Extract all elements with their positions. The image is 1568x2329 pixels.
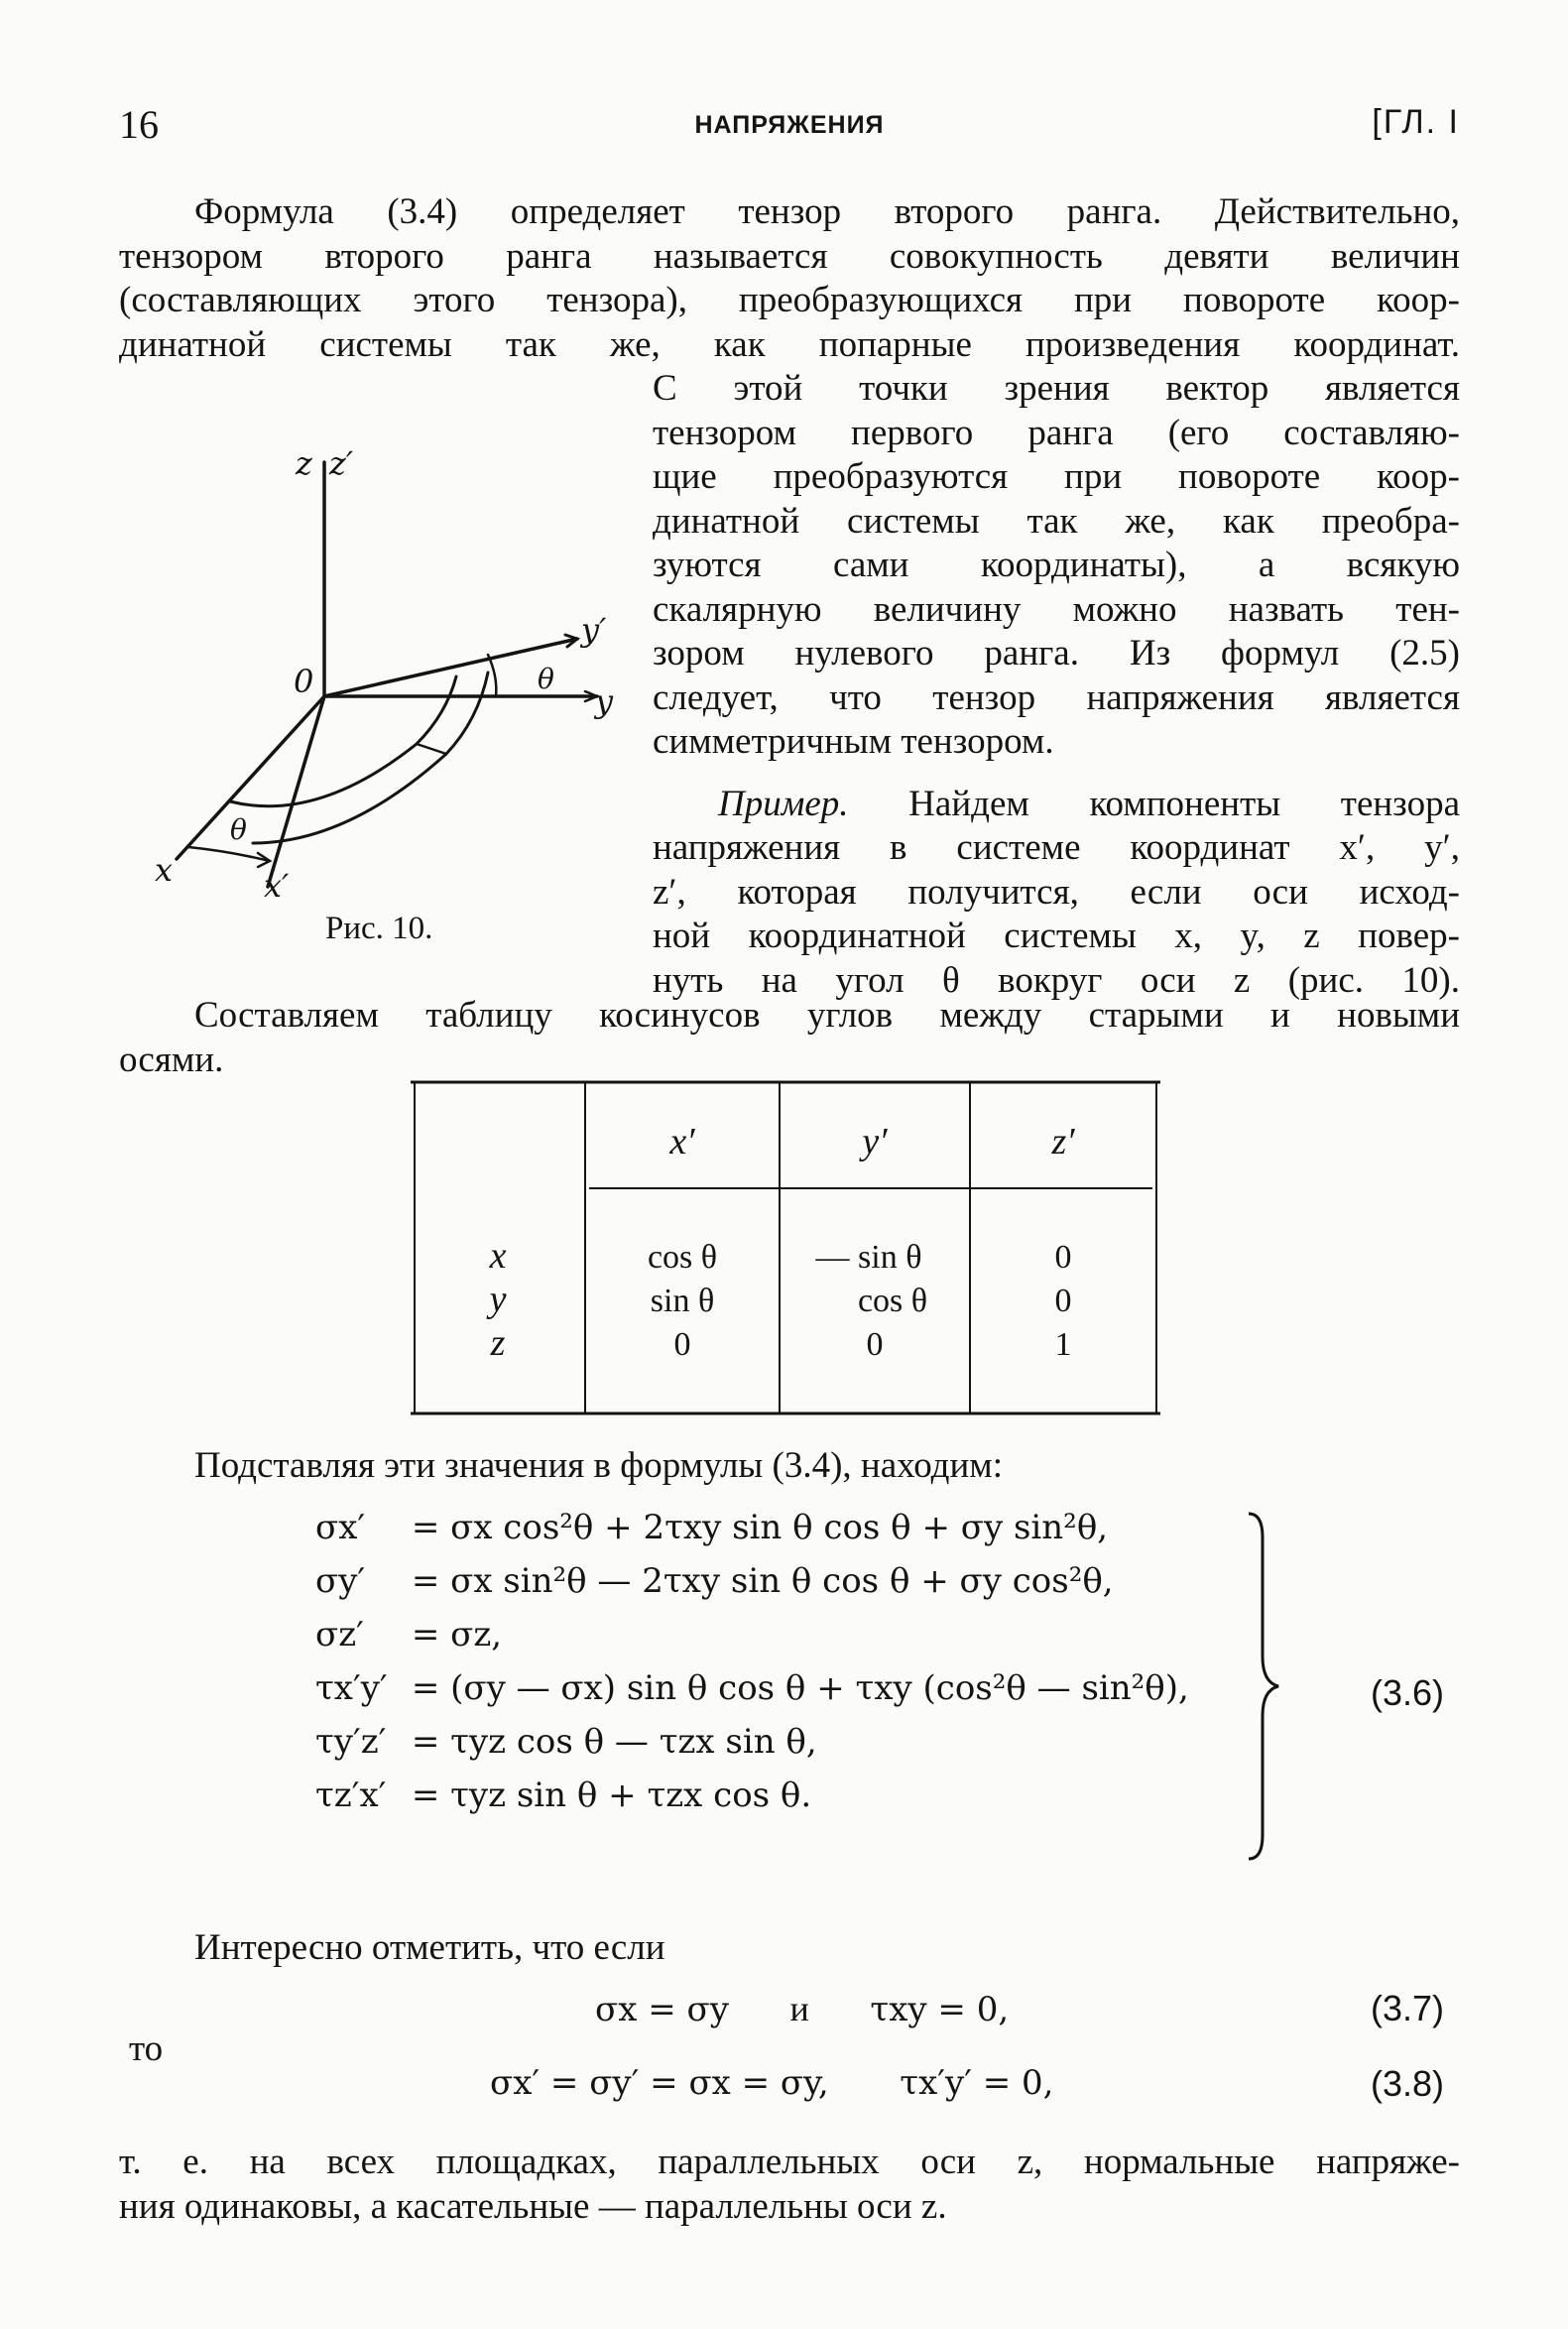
equation-3-7 <box>595 1988 1009 2029</box>
equation-line <box>315 1561 1114 1601</box>
text-line: зором нулевого ранга. Из формул (2.5) <box>653 633 1460 674</box>
column-header: z′ <box>1051 1121 1075 1163</box>
table-cell: 0 <box>673 1326 691 1363</box>
chapter-reference: [ГЛ. I <box>1372 103 1460 141</box>
row-header: y <box>489 1279 507 1320</box>
z-label: z <box>296 444 312 482</box>
equation-lhs: σz′ <box>315 1615 364 1655</box>
table-cell: 0 <box>866 1326 884 1363</box>
equation-rhs: (σy — σx) sin θ cos θ + τxy (cos²θ — sin²θ), <box>450 1668 1189 1708</box>
table-cell: 0 <box>1054 1283 1072 1319</box>
word-to: то <box>129 2028 164 2069</box>
equation-rhs: τyz cos θ — τzx sin θ, <box>450 1722 817 1762</box>
text-line: z′, которая получится, если оси исход- <box>653 871 1460 913</box>
equation-rhs: σx cos²θ + 2τxy sin θ cos θ + σy sin²θ, <box>450 1508 1109 1547</box>
equation-lhs: σx′ <box>315 1508 366 1547</box>
equation-left: σx = σy <box>595 1990 729 2029</box>
table-cell: cos θ <box>647 1239 718 1276</box>
origin-label: 0 <box>294 663 314 700</box>
equation-left: σx′ = σy′ = σx = σy, <box>490 2063 829 2103</box>
text-fragment: Найдем компоненты тензора <box>848 783 1460 824</box>
table-cell: cos θ <box>857 1283 928 1319</box>
paragraph-interesting: Интересно отметить, что если <box>194 1927 665 1968</box>
figure-caption: Рис. 10. <box>325 911 433 946</box>
text-line: скалярную величину можно назвать тен- <box>653 588 1460 630</box>
equation-right: τxy = 0, <box>870 1990 1010 2029</box>
paragraph-table-intro <box>119 994 1460 1082</box>
equation-3-8 <box>490 2063 1053 2103</box>
equation-lhs: σy′ <box>315 1561 366 1601</box>
equation-rhs: σx sin²θ — 2τxy sin θ cos θ + σy cos²θ, <box>450 1561 1114 1601</box>
text-line: тензором второго ранга называется совокупность девяти величин <box>119 235 1460 277</box>
x-axis <box>177 696 324 859</box>
equation-line <box>315 1508 1108 1547</box>
paragraph-example <box>653 783 1460 1004</box>
text-line: Составляем таблицу косинусов углов между старыми и новыми <box>194 995 1460 1036</box>
text-line: динатной системы так же, как преобра- <box>653 500 1460 542</box>
equation-number-3-6: (3.6) <box>1371 1672 1445 1713</box>
paragraph-conclusion <box>119 2141 1460 2229</box>
right-column-text <box>653 367 1460 1003</box>
theta-label-bottom: θ <box>230 813 247 846</box>
z-prime-label: z′ <box>329 444 354 482</box>
x-prime-label: x′ <box>264 867 290 905</box>
equals-sign: = <box>411 1668 451 1708</box>
x-label: x <box>155 851 174 889</box>
equals-sign: = <box>411 1508 451 1547</box>
paragraph-tensor-definition <box>119 190 1460 367</box>
page-number: 16 <box>119 102 159 147</box>
equation-lhs: τx′y′ <box>315 1668 388 1708</box>
table-cell: 0 <box>1054 1239 1072 1276</box>
equals-sign: = <box>411 1615 451 1655</box>
paragraph-vector-rank <box>653 367 1460 765</box>
text-line: ния одинаковы, а касательные — параллельны оси z. <box>119 2185 947 2227</box>
cosine-table <box>411 1079 1160 1416</box>
row-header: x <box>489 1235 507 1277</box>
equation-rhs: τyz sin θ + τzx cos θ. <box>450 1776 812 1815</box>
equals-sign: = <box>411 1561 451 1601</box>
example-label: Пример. <box>718 783 849 824</box>
running-title: НАПРЯЖЕНИЯ <box>694 111 885 139</box>
row-header: z <box>490 1322 506 1364</box>
equation-rhs: σz, <box>450 1615 503 1655</box>
column-header: x′ <box>669 1121 695 1163</box>
equation-number-3-8: (3.8) <box>1371 2063 1445 2104</box>
y-prime-label: y′ <box>581 611 607 649</box>
table-cell: sin θ <box>650 1283 715 1319</box>
text-line: щие преобразуются при повороте коор- <box>653 456 1460 497</box>
text-line: симметричным тензором. <box>653 721 1054 762</box>
equation-lhs: τz′x′ <box>315 1776 387 1815</box>
paragraph-substitution: Подставляя эти значения в формулы (3.4), находим: <box>194 1445 1003 1486</box>
equation-number-3-7: (3.7) <box>1371 1988 1445 2028</box>
equals-sign: = <box>411 1776 451 1815</box>
equation-right: τx′y′ = 0, <box>900 2063 1054 2103</box>
figure-10-axes-rotation <box>119 407 635 962</box>
theta-label-top: θ <box>538 663 554 695</box>
page-header <box>119 101 1460 151</box>
text-line: динатной системы так же, как попарные произведения координат. <box>119 323 1460 365</box>
right-brace-icon <box>1245 1508 1284 1865</box>
equation-line <box>315 1776 811 1815</box>
text-line: следует, что тензор напряжения является <box>653 676 1460 718</box>
equation-line <box>315 1668 1189 1708</box>
text-line: ной координатной системы x, y, z повер- <box>653 916 1460 956</box>
column-header: y′ <box>862 1121 888 1163</box>
text-line: осями. <box>119 1039 224 1080</box>
table-cell: — sin θ <box>815 1239 922 1276</box>
text-line: нуть на угол θ вокруг оси z (рис. 10). <box>653 959 1460 1001</box>
y-label: y <box>595 682 614 720</box>
equals-sign: = <box>411 1722 451 1762</box>
table-cell: 1 <box>1054 1326 1072 1363</box>
equation-lhs: τy′z′ <box>315 1722 387 1762</box>
text-line: т. е. на всех площадках, параллельных оси z, нормальные напряже- <box>119 2142 1460 2182</box>
text-line: зуются сами координаты), а всякую <box>653 545 1460 585</box>
text-line <box>653 783 1460 827</box>
equation-line <box>315 1615 502 1655</box>
text-line: (составляющих этого тензора), преобразующихся при повороте коор- <box>119 280 1460 320</box>
equation-conjunction: и <box>789 1989 809 2028</box>
text-line: С этой точки зрения вектор является <box>653 368 1460 409</box>
text-line: напряжения в системе координат x′, y′, <box>653 827 1460 868</box>
equation-block-3-6 <box>315 1508 1307 1875</box>
equation-line <box>315 1722 817 1762</box>
text-line: тензором первого ранга (его составляю- <box>653 412 1460 453</box>
text-line: Формула (3.4) определяет тензор второго ранга. Действительно, <box>194 191 1460 232</box>
